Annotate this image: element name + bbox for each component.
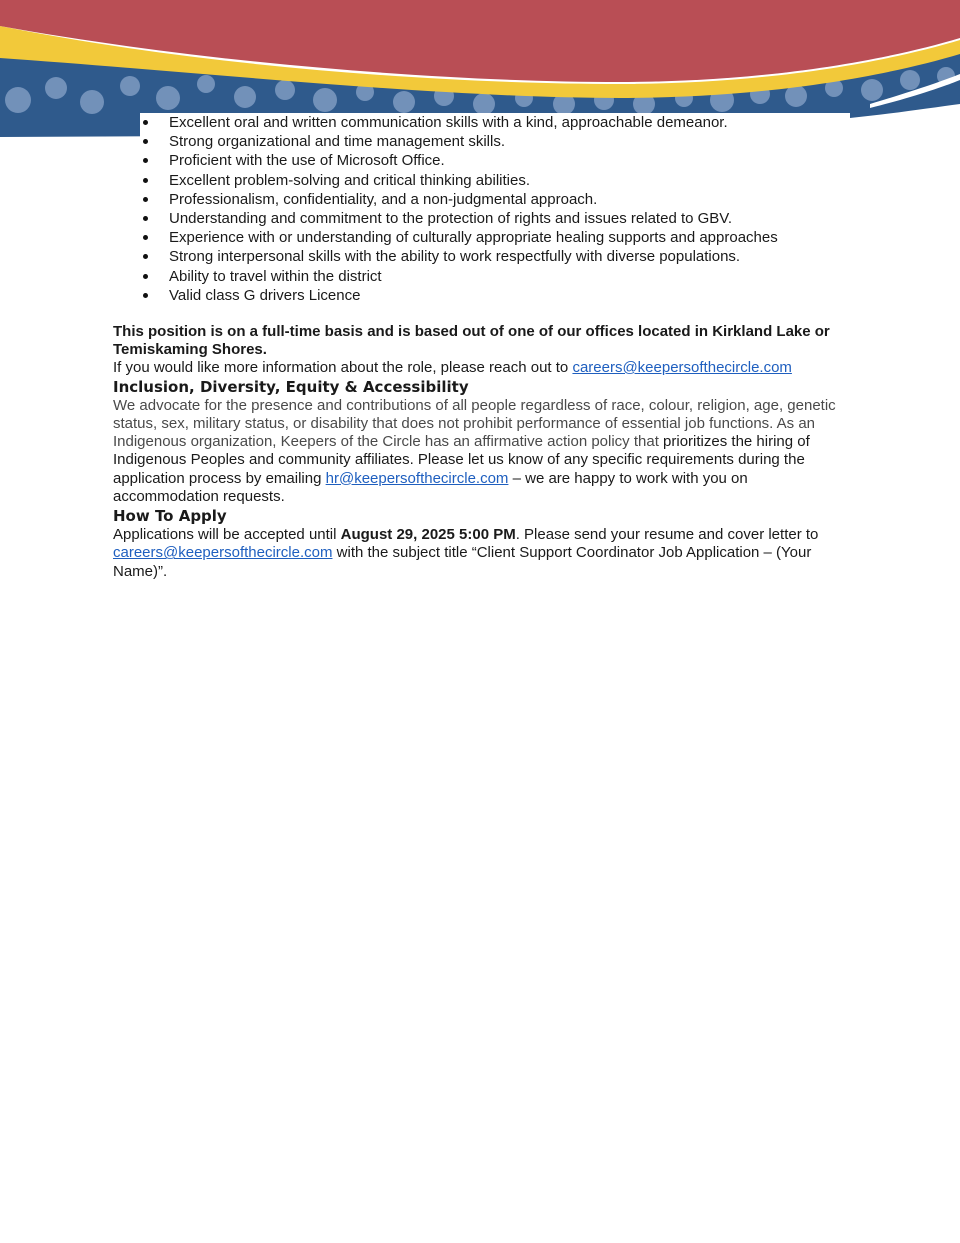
skill-item: Experience with or understanding of culturally appropriate healing supports and approaches (113, 228, 848, 247)
skill-item: Strong organizational and time management skills. (113, 132, 848, 151)
document-body (113, 113, 848, 581)
skill-item: Understanding and commitment to the protection of rights and issues related to GBV. (113, 209, 848, 228)
bullet-icon (143, 158, 148, 163)
inclusion-paragraph: We advocate for the presence and contributions of all people regardless of race, colour, religion, age, genetic status, sex, military status, or disability that does not prohibit performance of essential job functions. As an Indigenous organization, Keepers of the Circle has an affirmative action policy that prioritizes the hiring of Indigenous Peoples and community affiliates. Please let us know of any specific requirements during the application process by emailing hr@keepersofthecircle.com – we are happy to work with you on accommodation requests. (113, 396, 836, 505)
skill-item: Excellent oral and written communication skills with a kind, approachable demeanor. (113, 113, 848, 132)
bullet-icon (143, 216, 148, 221)
bullet-icon (143, 197, 148, 202)
apply-paragraph: Applications will be accepted until August 29, 2025 5:00 PM. Please send your resume and cover letter to careers@keepersofthecircle.com with the subject title “Client Support Coordinator Job Application – (Your Name)”. (113, 526, 819, 580)
careers-email-link[interactable]: careers@keepersofthecircle.com (572, 358, 792, 376)
bullet-icon (143, 293, 148, 298)
hr-email-link[interactable]: hr@keepersofthecircle.com (325, 469, 509, 487)
bullet-icon (143, 178, 148, 183)
skill-item: Professionalism, confidentiality, and a non-judgmental approach. (113, 190, 848, 209)
skill-item: Excellent problem-solving and critical thinking abilities. (113, 171, 848, 190)
how-to-apply-heading: How To Apply (113, 507, 227, 526)
apply-email-link[interactable]: careers@keepersofthecircle.com (113, 544, 333, 562)
position-note: This position is on a full-time basis and is based out of one of our offices located in Kirkland Lake or Temiskaming Shores. (113, 322, 830, 358)
skill-item: Strong interpersonal skills with the ability to work respectfully with diverse populations. (113, 247, 848, 266)
bullet-icon (143, 274, 148, 279)
skill-item: Proficient with the use of Microsoft Office. (113, 151, 848, 170)
skills-list (113, 113, 848, 305)
deadline: August 29, 2025 5:00 PM (340, 526, 516, 544)
skill-item: Valid class G drivers Licence (113, 286, 848, 305)
inclusion-heading: Inclusion, Diversity, Equity & Accessibility (113, 377, 469, 396)
skill-item: Ability to travel within the district (113, 267, 848, 286)
info-line: If you would like more information about the role, please reach out to careers@keepersofthecircle.com (113, 358, 792, 376)
bullet-icon (143, 139, 148, 144)
bullet-icon (143, 254, 148, 259)
bullet-icon (143, 120, 148, 125)
bullet-icon (143, 235, 148, 240)
